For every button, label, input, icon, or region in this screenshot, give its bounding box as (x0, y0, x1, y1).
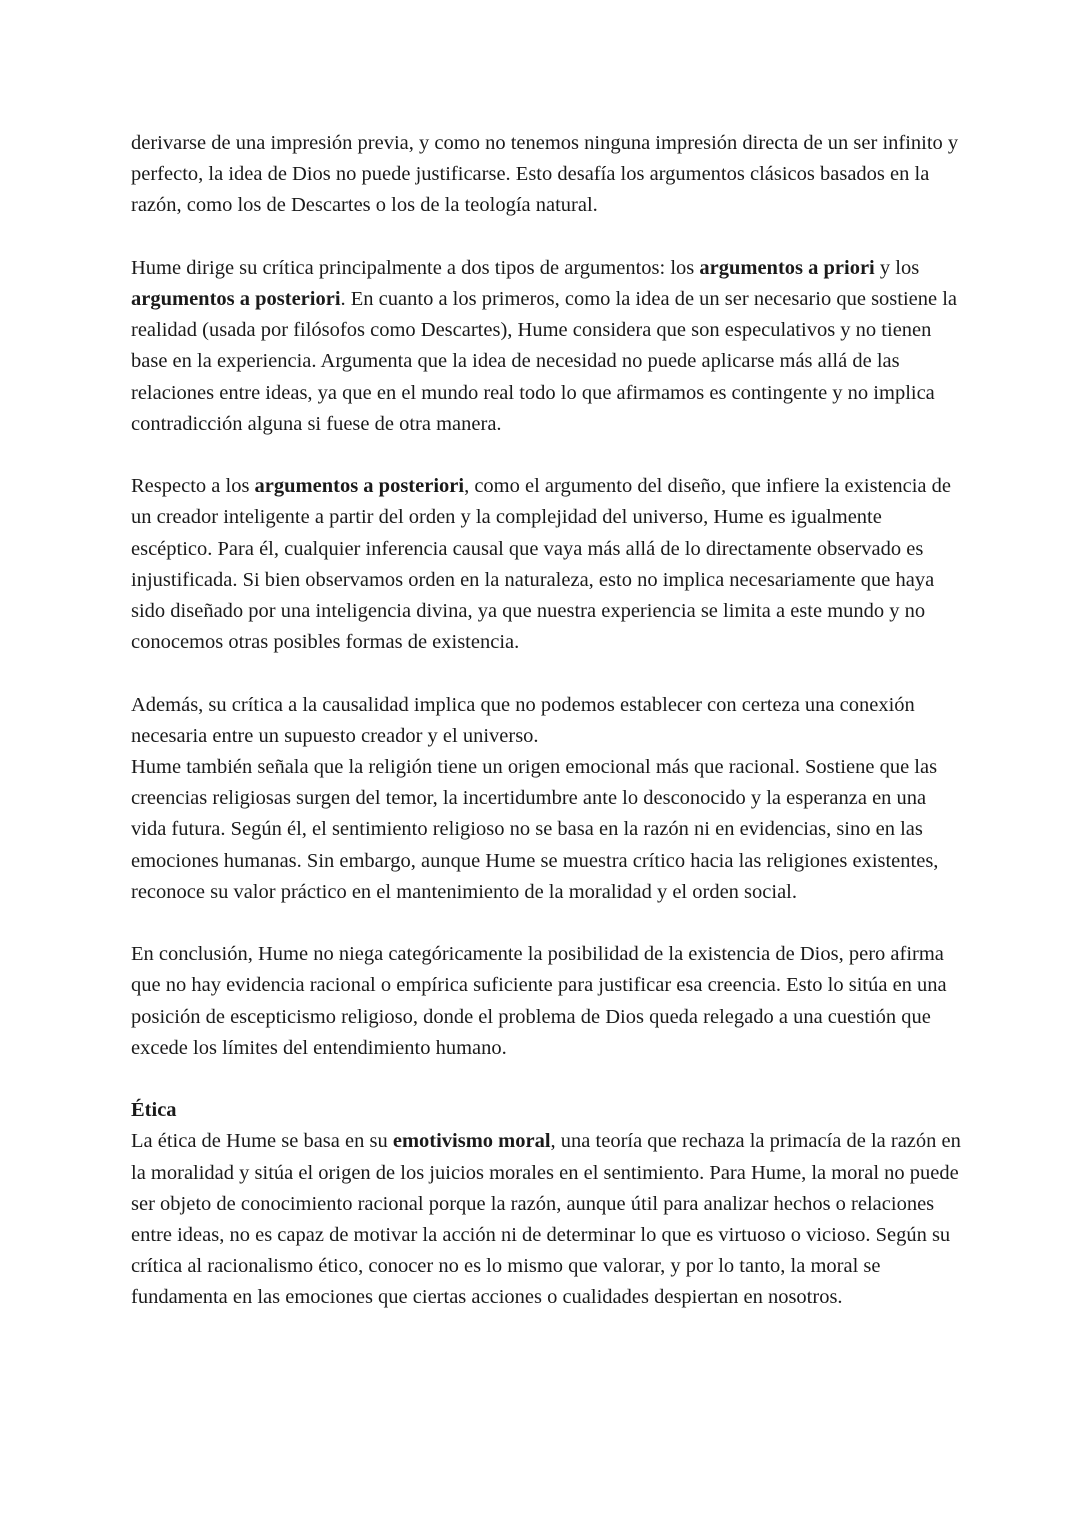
paragraph-text: Respecto a los (131, 475, 255, 498)
section-heading-etica: Ética (131, 1099, 177, 1122)
bold-term-a-posteriori: argumentos a posteriori (254, 475, 465, 498)
bold-term-a-posteriori: argumentos a posteriori (131, 288, 341, 310)
paragraph-text: . En cuanto a los primeros, como la idea de un ser necesario que sostiene la realidad (usada por filósofos como Descartes), Hume considera que son especulativos y no tienen base en la experiencia. Argumenta que la idea de necesidad no puede aplicarse más allá de las relaciones entre ideas, ya que en el mundo real todo lo que afirmamos es contingente y no implica contradicción alguna si fuese de otra manera. (131, 288, 958, 435)
paragraph-causalidad (131, 690, 961, 752)
paragraph-etica (131, 1126, 961, 1313)
paragraph-text: , una teoría que rechaza la primacía de la razón en la moralidad y sitúa el origen de los juicios morales en el sentimiento. Para Hume, la moral no puede ser objeto de conocimiento racional porque la razón, aunque útil para analizar hechos o relaciones entre ideas, no es capaz de motivar la acción ni de determinar lo que es virtuoso o vicioso. Según su crítica al racionalismo ético, conocer no es lo mismo que valorar, y por lo tanto, la moral se fundamenta en las emociones que ciertas acciones o cualidades despiertan en nosotros. (131, 1130, 961, 1309)
paragraph-tipos-argumentos (131, 253, 961, 440)
paragraph-origen-religion (131, 752, 961, 908)
bold-term-a-priori: argumentos a priori (699, 256, 875, 279)
paragraph-text: La ética de Hume se basa en su (131, 1130, 393, 1153)
paragraph-conclusion (131, 939, 961, 1064)
document-page (131, 128, 961, 1314)
bold-term-emotivismo-moral: emotivismo moral (392, 1130, 551, 1153)
paragraph-dios-impresion (131, 128, 961, 222)
paragraph-text: derivarse de una impresión previa, y como no tenemos ninguna impresión directa de un ser infinito y perfecto, la idea de Dios no puede justificarse. Esto desafía los argumentos clásicos basados en la razón, como los de Descartes o los de la teología natural. (131, 132, 959, 217)
paragraph-text: Hume dirige su crítica principalmente a dos tipos de argumentos: los (131, 256, 700, 279)
paragraph-text: Hume también señala que la religión tiene un origen emocional más que racional. Sostiene que las creencias religiosas surgen del temor, la incertidumbre ante lo desconocido y la esperanza en una vida futura. Según él, el sentimiento religioso no se basa en la razón ni en evidencias, sino en las emociones humanas. Sin embargo, aunque Hume se muestra crítico hacia las religiones existentes, reconoce su valor práctico en el mantenimiento de la moralidad y el orden social. (131, 756, 939, 903)
paragraph-text: y los (874, 256, 920, 279)
paragraph-text: , como el argumento del diseño, que infiere la existencia de un creador inteligente a partir del orden y la complejidad del universo, Hume es igualmente escéptico. Para él, cualquier inferencia causal que vaya más allá de lo directamente observado es injustificada. Si bien observamos orden en la naturaleza, esto no implica necesariamente que haya sido diseñado por una inteligencia divina, ya que nuestra experiencia se limita a este mundo y no conocemos otras posibles formas de existencia. (131, 475, 951, 654)
paragraph-argumentos-posteriori (131, 471, 961, 658)
paragraph-text: En conclusión, Hume no niega categóricamente la posibilidad de la existencia de Dios, pero afirma que no hay evidencia racional o empírica suficiente para justificar esa creencia. Esto lo sitúa en una posición de escepticismo religioso, donde el problema de Dios queda relegado a una cuestión que excede los límites del entendimiento humano. (131, 943, 947, 1059)
paragraph-text: Además, su crítica a la causalidad implica que no podemos establecer con certeza una conexión necesaria entre un supuesto creador y el universo. (131, 693, 915, 747)
